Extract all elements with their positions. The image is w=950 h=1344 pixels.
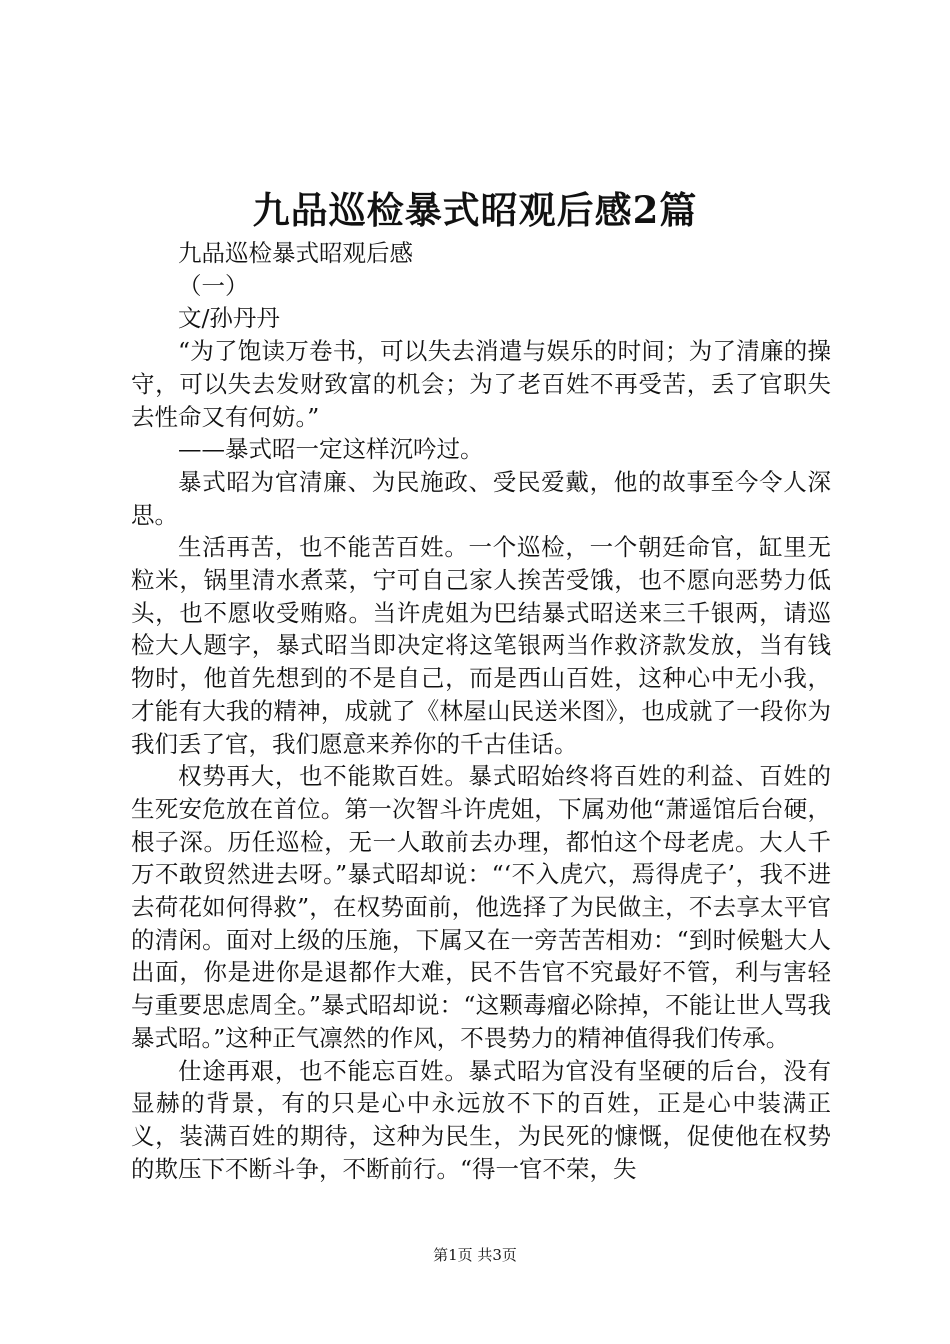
body-paragraph: 权势再大，也不能欺百姓。暴式昭始终将百姓的利益、百姓的生死安危放在首位。第一次智斗许虎姐，下属劝他“萧遥馆后台硬，根子深。历任巡检，无一人敢前去办理，都怕这个母老虎。大人千万不敢贸然进去呀。”暴式昭却说：“‘不入虎穴，焉得虎子’，我不进去荷花如何得救”，在权势面前，他选择了为民做主，不去享太平官的清闲。面对上级的压施，下属又在一旁苦苦相劝：“到时候魁大人出面，你是进你是退都作大难，民不告官不究最好不管，利与害轻与重要思虑周全。”暴式昭却说：“这颗毒瘤必除掉，不能让世人骂我暴式昭。”这种正气凛然的作风，不畏势力的精神值得我们传承。: [131, 762, 831, 1052]
body-paragraph: “为了饱读万卷书，可以失去消遣与娱乐的时间；为了清廉的操守，可以失去发财致富的机会；为了老百姓不再受苦，丢了官职失去性命又有何妨。”: [131, 337, 831, 431]
body-paragraph: 仕途再艰，也不能忘百姓。暴式昭为官没有坚硬的后台，没有显赫的背景，有的只是心中永远放不下的百姓，正是心中装满正义，装满百姓的期待，这种为民生，为民死的慷慨，促使他在权势的欺压下不断斗争，不断前行。“得一官不荣，失: [131, 1056, 831, 1183]
body-paragraph: 暴式昭为官清廉、为民施政、受民爱戴，他的故事至今令人深思。: [131, 467, 831, 529]
document-title: 九品巡检暴式昭观后感2篇: [252, 188, 698, 232]
body-paragraph: ——暴式昭一定这样沉吟过。: [178, 435, 484, 464]
section-number: （一）: [178, 271, 249, 300]
subtitle: 九品巡检暴式昭观后感: [178, 239, 413, 267]
body-paragraph: 生活再苦，也不能苦百姓。一个巡检，一个朝廷命官，缸里无粒米，锅里清水煮菜，宁可自己家人挨苦受饿，也不愿向恶势力低头，也不愿收受贿赂。当许虎姐为巴结暴式昭送来三千银两，请巡检大人题字，暴式昭当即决定将这笔银两当作救济款发放，当有钱物时，他首先想到的不是自己，而是西山百姓，这种心中无小我，才能有大我的精神，成就了《林屋山民送米图》，也成就了一段你为我们丢了官，我们愿意来养你的千古佳话。: [131, 533, 831, 758]
document-body: [131, 237, 831, 1185]
page-number: 第1页 共3页: [433, 1246, 517, 1264]
author-line: 文/孙丹丹: [178, 304, 280, 333]
